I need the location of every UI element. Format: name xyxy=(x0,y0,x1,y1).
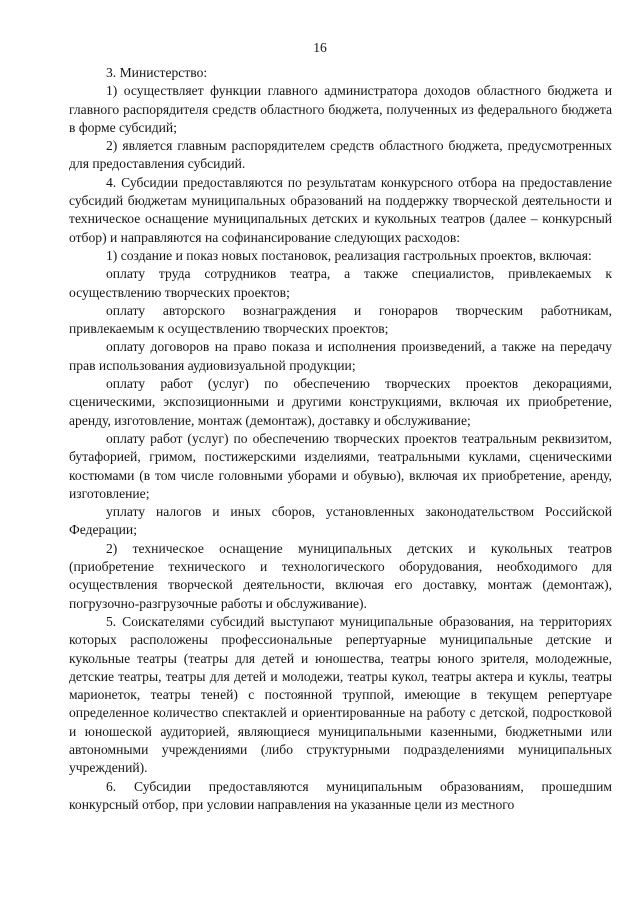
document-body xyxy=(69,64,612,814)
paragraph: оплату авторского вознаграждения и гонораров творческим работникам, привлекаемым к осуществлению творческих проектов; xyxy=(69,302,612,337)
paragraph: уплату налогов и иных сборов, установленных законодательством Российской Федерации; xyxy=(69,504,612,538)
paragraph: 1) осуществляет функции главного администратора доходов областного бюджета и главного распорядителя средств областного бюджета, полученных из федерального бюджета в форме субсидий; xyxy=(69,83,612,135)
page-number: 16 xyxy=(313,40,327,55)
paragraph: 6. Субсидии предоставляются муниципальным образованиям, прошедшим конкурсный отбор, при условии направления на указанные цели из местного xyxy=(69,778,612,812)
paragraph: оплату договоров на право показа и исполнения произведений, а также на передачу прав использования аудиовизуальной продукции; xyxy=(69,339,612,373)
paragraph: оплату работ (услуг) по обеспечению творческих проектов театральным реквизитом, бутафорией, гримом, постижерскими изделиями, театральными куклами, сценическими костюмами (в том числе головными уборами и обувью), включая их приобретение, аренду, изготовление; xyxy=(69,430,612,501)
paragraph: оплату труда сотрудников театра, а также специалистов, привлекаемых к осуществлению творческих проектов; xyxy=(69,266,612,300)
paragraph: оплату работ (услуг) по обеспечению творческих проектов декорациями, сценическими, экспозиционными и другими конструкциями, включая их приобретение, аренду, изготовление, монтаж (демонтаж), доставку и обслуживание; xyxy=(69,376,612,428)
paragraph: 3. Министерство: xyxy=(106,65,208,80)
paragraph: 1) создание и показ новых постановок, реализация гастрольных проектов, включая: xyxy=(106,247,592,263)
paragraph: 2) является главным распорядителем средств областного бюджета, предусмотренных для предоставления субсидий. xyxy=(69,138,612,172)
paragraph: 5. Соискателями субсидий выступают муниципальные образования, на территориях которых расположены профессиональные репертуарные муниципальные детские и кукольные театры (театры для детей и юношества, театры юного зрителя, молодежные, детские театры, театры для детей и молодежи, театры кукол, театры актера и куклы, театры марионеток, театры теней) с постоянной труппой, имеющие в текущем репертуаре определенное количество спектаклей и ориентированные на работу с детской, подростковой и юношеской аудиторией, являющиеся муниципальными казенными, бюджетными или автономными учреждениями (либо структурными подразделениями муниципальных учреждений). xyxy=(69,613,612,776)
paragraph: 2) техническое оснащение муниципальных детских и кукольных театров (приобретение технического и технологического оборудования, необходимого для осуществления творческой деятельности, включая его доставку, монтаж (демонтаж), погрузочно-разгрузочные работы и обслуживание). xyxy=(69,540,612,611)
paragraph: 4. Субсидии предоставляются по результатам конкурсного отбора на предоставление субсидий бюджетам муниципальных образований на поддержку творческой деятельности и техническое оснащение муниципальных детских и кукольных театров (далее – конкурсный отбор) и направляются на софинансирование следующих расходов: xyxy=(69,174,612,245)
